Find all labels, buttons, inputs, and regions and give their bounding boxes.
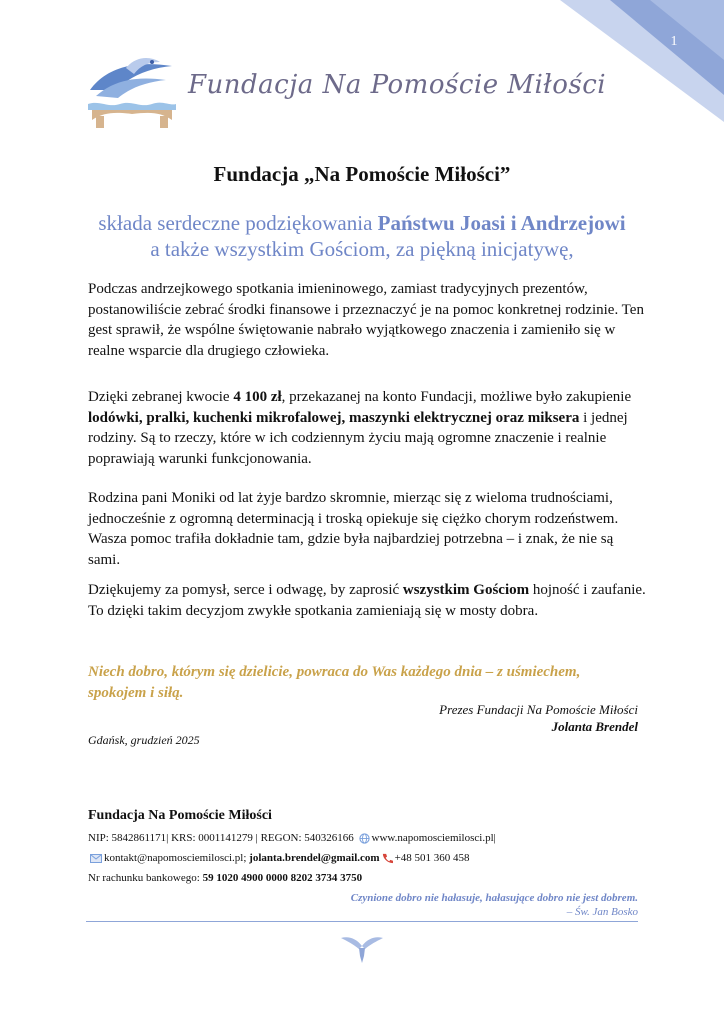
motto-author: – Św. Jan Bosko xyxy=(566,906,638,918)
paragraph-4-text-1: Dziękujemy za pomysł, serce i odwagę, by zaprosić xyxy=(88,582,403,598)
footer-org-name: Fundacja Na Pomoście Miłości xyxy=(88,808,272,823)
brand-name: Fundacja Na Pomoście Miłości xyxy=(188,70,607,100)
subtitle-names: Państwu Joasi i Andrzejowi xyxy=(377,211,626,235)
bank-label: Nr rachunku bankowego: xyxy=(88,872,203,884)
globe-icon xyxy=(359,833,370,844)
signature-name: Jolanta Brendel xyxy=(551,719,638,734)
place-date: Gdańsk, grudzień 2025 xyxy=(88,733,200,747)
footer-divider xyxy=(86,921,638,922)
phone-icon xyxy=(382,853,393,864)
subtitle xyxy=(0,210,724,262)
paragraph-1: Podczas andrzejkowego spotkania imieninowego, zamiast tradycyjnych prezentów, postanowiliście zebrać środki finansowe i przeznaczyć je na pomoc konkretnej rodzinie. Ten gest sprawił, że wspólne świętowanie nabrało wyjątkowego znaczenia i zamieniło się w realne wsparcie dla drugiego człowieka. xyxy=(88,281,644,359)
footer-ids-text: NIP: 5842861171| KRS: 0001141279 | REGON: 540326166 xyxy=(88,832,354,844)
purchased-items: lodówki, pralki, kuchenki mikrofalowej, maszynki elektrycznej oraz miksera xyxy=(88,409,580,426)
motto-quote: Czynione dobro nie hałasuje, hałasujące dobro nie jest dobrem. xyxy=(350,892,638,904)
footer-registration-ids xyxy=(88,832,496,844)
footer-email-link[interactable]: kontakt@napomosciemilosci.pl; xyxy=(104,852,247,864)
email-icon xyxy=(90,854,102,863)
paragraph-4-bold: wszystkim Gościom xyxy=(402,582,530,598)
foundation-logo-icon xyxy=(86,50,178,130)
paragraph-2-text-3: i jednej rodziny. Są to rzeczy, które w ich codziennym życiu mają ogromne znaczenie i realnie poprawiają warunki funkcjonowania. xyxy=(88,409,628,467)
footer-email-2-link[interactable]: jolanta.brendel@gmail.com xyxy=(249,852,380,864)
bird-icon xyxy=(341,934,383,964)
letter-title: Fundacja „Na Pomoście Miłości” xyxy=(213,162,511,186)
footer-bank-account xyxy=(88,872,362,884)
footer-phone[interactable]: +48 501 360 458 xyxy=(394,852,470,864)
signature-role: Prezes Fundacji Na Pomoście Miłości xyxy=(439,702,638,717)
footer-website-link[interactable]: www.napomosciemilosci.pl| xyxy=(371,832,496,844)
paragraph-4-text-2: hojność i zaufanie. To dzięki takim decyzjom zwykłe spotkania zamieniają się w mosty dobra. xyxy=(88,582,646,619)
subtitle-part1: składa serdeczne podziękowania xyxy=(98,211,378,235)
paragraph-3: Rodzina pani Moniki od lat żyje bardzo skromnie, mierząc się z wieloma trudnościami, jednocześnie z ogromną determinacją i troską opiekuje się ciężko chorym rodzeństwem. Wasza pomoc trafiła dokładnie tam, gdzie była najbardziej potrzebna – i znak, że nie są sami. xyxy=(88,490,619,568)
subtitle-line2: a także wszystkim Gościom, za piękną inicjatywę, xyxy=(150,237,574,261)
footer-contact xyxy=(88,852,470,864)
page-number: 1 xyxy=(670,34,678,49)
paragraph-2-text-2: , przekazanej na konto Fundacji, możliwe było zakupienie xyxy=(281,389,632,405)
bank-number: 59 1020 4900 0000 8202 3734 3750 xyxy=(202,872,363,884)
donation-amount: 4 100 zł xyxy=(233,389,282,405)
paragraph-4 xyxy=(88,580,648,621)
paragraph-2 xyxy=(88,387,648,469)
paragraph-2-text-1: Dzięki zebranej kwocie xyxy=(88,389,234,405)
closing-quote: Niech dobro, którym się dzielicie, powraca do Was każdego dnia – z uśmiechem, spokojem i siłą. xyxy=(88,664,581,701)
